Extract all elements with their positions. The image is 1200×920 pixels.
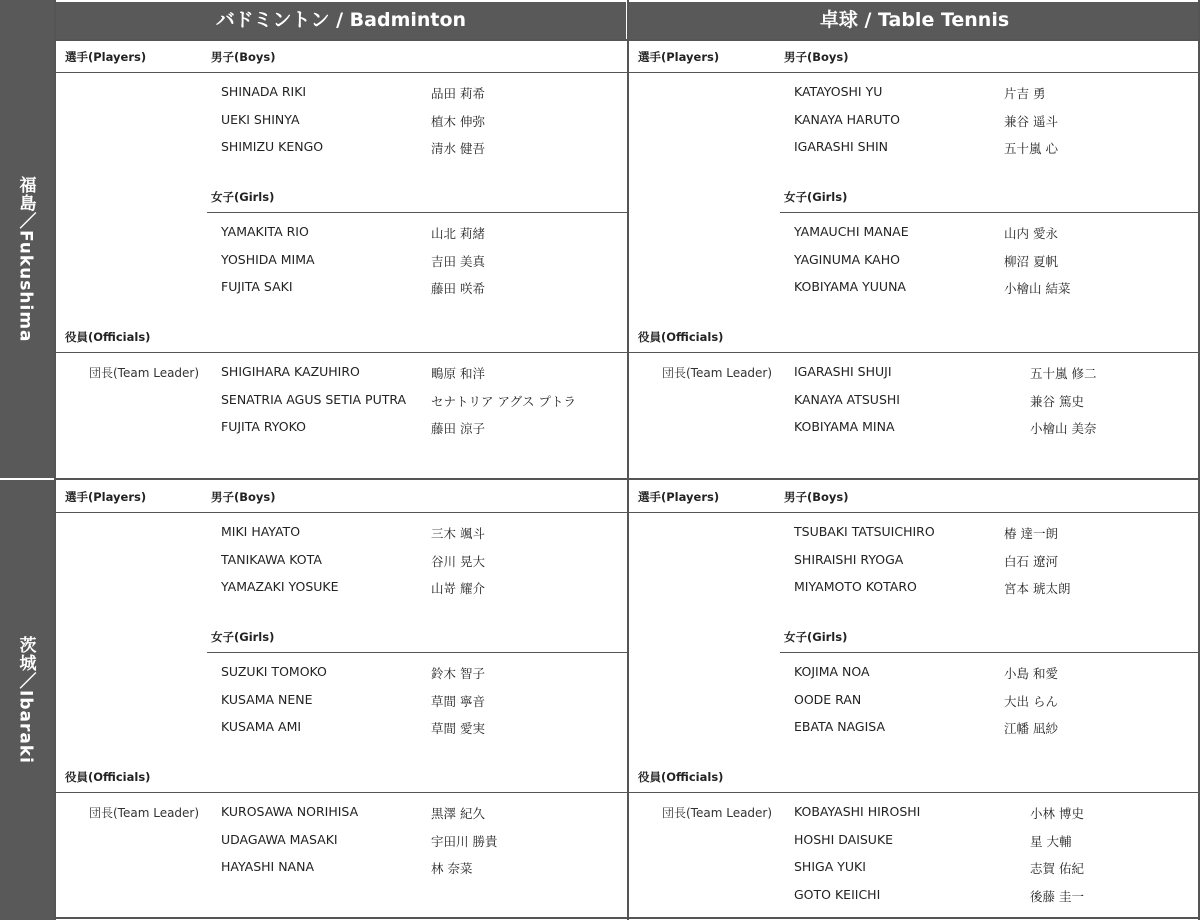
player-name: KOBIYAMA YUUNA (794, 279, 906, 294)
official-name: KOBAYASHI HIROSHI (794, 804, 921, 819)
player-name: UEKI SHINYA (221, 112, 300, 127)
row-divider (207, 652, 627, 653)
prefecture-ibaraki: 茨城／Ibaraki (15, 636, 36, 764)
grid-line (54, 39, 1200, 41)
row-divider (56, 512, 627, 513)
players-label: 選手(Players) (65, 490, 147, 504)
row-divider (629, 512, 1198, 513)
player-name-jp: 五十嵐 心 (1004, 141, 1058, 156)
player-name-jp: 山嵜 耀介 (431, 581, 485, 596)
player-name: YAMAZAKI YOSUKE (221, 579, 339, 594)
official-name: GOTO KEIICHI (794, 887, 881, 902)
player-name: SHINADA RIKI (221, 84, 307, 99)
officials-label: 役員(Officials) (638, 330, 724, 344)
players-label: 選手(Players) (638, 490, 720, 504)
girls-label: 女子(Girls) (211, 630, 275, 644)
official-name-jp: 星 大輔 (1030, 834, 1072, 849)
team-leader-label: 団長(Team Leader) (662, 366, 773, 380)
player-name-jp: 片吉 勇 (1004, 86, 1046, 101)
player-name: KANAYA HARUTO (794, 112, 900, 127)
boys-label: 男子(Boys) (211, 490, 276, 504)
player-name-jp: 宮本 琥太朗 (1004, 581, 1071, 596)
row-divider (56, 352, 627, 353)
team-leader-label: 団長(Team Leader) (89, 806, 200, 820)
player-name: IGARASHI SHIN (794, 139, 889, 154)
header-table-tennis: 卓球 / Table Tennis (629, 2, 1200, 39)
player-name-jp: 草間 寧音 (431, 694, 485, 709)
player-name: FUJITA SAKI (221, 279, 293, 294)
row-divider (629, 792, 1198, 793)
player-name-jp: 小檜山 結菜 (1004, 281, 1071, 296)
player-name-jp: 藤田 咲希 (431, 281, 485, 296)
player-name-jp: 鈴木 智子 (431, 666, 485, 681)
player-name: SHIRAISHI RYOGA (794, 552, 904, 567)
player-name: EBATA NAGISA (794, 719, 886, 734)
team-leader-label: 団長(Team Leader) (89, 366, 200, 380)
official-name: IGARASHI SHUJI (794, 364, 892, 379)
girls-label: 女子(Girls) (784, 630, 848, 644)
official-name: HOSHI DAISUKE (794, 832, 894, 847)
official-name-jp: 小林 博史 (1030, 806, 1084, 821)
prefecture-fukushima: 福島／Fukushima (15, 175, 36, 343)
official-name: SENATRIA AGUS SETIA PUTRA (221, 392, 407, 407)
official-name: SHIGIHARA KAZUHIRO (221, 364, 360, 379)
officials-label: 役員(Officials) (65, 770, 151, 784)
player-name: MIYAMOTO KOTARO (794, 579, 917, 594)
official-name-jp: 黒澤 紀久 (431, 806, 485, 821)
official-name: HAYASHI NANA (221, 859, 314, 874)
player-name: YAMAKITA RIO (221, 224, 309, 239)
official-name-jp: セナトリア アグス プトラ (431, 394, 576, 409)
official-name-jp: 兼谷 篤史 (1030, 394, 1084, 409)
player-name-jp: 兼谷 遥斗 (1004, 114, 1058, 129)
player-name-jp: 江幡 凪紗 (1004, 721, 1058, 736)
player-name: KUSAMA NENE (221, 692, 313, 707)
player-name-jp: 椿 達一朗 (1004, 526, 1058, 541)
girls-label: 女子(Girls) (784, 190, 848, 204)
row-divider (56, 72, 627, 73)
player-name: TSUBAKI TATSUICHIRO (794, 524, 935, 539)
player-name-jp: 山北 莉緒 (431, 226, 485, 241)
girls-label: 女子(Girls) (211, 190, 275, 204)
player-name-jp: 三木 颯斗 (431, 526, 485, 541)
player-name: OODE RAN (794, 692, 862, 707)
row-divider (780, 212, 1198, 213)
player-name: YOSHIDA MIMA (221, 252, 315, 267)
officials-label: 役員(Officials) (65, 330, 151, 344)
player-name: KUSAMA AMI (221, 719, 302, 734)
official-name-jp: 藤田 涼子 (431, 421, 485, 436)
row-divider (56, 792, 627, 793)
player-name-jp: 柳沼 夏帆 (1004, 254, 1058, 269)
player-name-jp: 清水 健吾 (431, 141, 485, 156)
players-label: 選手(Players) (65, 50, 147, 64)
player-name: YAMAUCHI MANAE (794, 224, 909, 239)
official-name-jp: 小檜山 美奈 (1030, 421, 1097, 436)
boys-label: 男子(Boys) (211, 50, 276, 64)
header-badminton: バドミントン / Badminton (56, 2, 626, 39)
row-divider (629, 72, 1198, 73)
player-name: TANIKAWA KOTA (221, 552, 322, 567)
player-name: MIKI HAYATO (221, 524, 301, 539)
official-name-jp: 後藤 圭一 (1030, 889, 1084, 904)
grid-line (54, 917, 1200, 919)
official-name-jp: 五十嵐 修二 (1030, 366, 1097, 381)
player-name: SHIMIZU KENGO (221, 139, 324, 154)
player-name-jp: 小島 和愛 (1004, 666, 1058, 681)
player-name: KOJIMA NOA (794, 664, 870, 679)
player-name-jp: 白石 遼河 (1004, 554, 1058, 569)
official-name: FUJITA RYOKO (221, 419, 306, 434)
players-label: 選手(Players) (638, 50, 720, 64)
official-name-jp: 鴫原 和洋 (431, 366, 485, 381)
official-name-jp: 志賀 佑紀 (1030, 861, 1084, 876)
official-name: UDAGAWA MASAKI (221, 832, 338, 847)
official-name-jp: 林 奈菜 (431, 861, 473, 876)
player-name-jp: 山内 愛永 (1004, 226, 1058, 241)
player-name-jp: 谷川 晃大 (431, 554, 485, 569)
player-name: SUZUKI TOMOKO (221, 664, 327, 679)
official-name: KOBIYAMA MINA (794, 419, 895, 434)
boys-label: 男子(Boys) (784, 50, 849, 64)
player-name: KATAYOSHI YU (794, 84, 883, 99)
official-name: KUROSAWA NORIHISA (221, 804, 359, 819)
player-name-jp: 吉田 美真 (431, 254, 485, 269)
grid-line (54, 0, 56, 920)
corner-cell (0, 0, 54, 40)
row-divider (207, 212, 627, 213)
grid-line (627, 0, 629, 920)
official-name: SHIGA YUKI (794, 859, 866, 874)
boys-label: 男子(Boys) (784, 490, 849, 504)
row-divider (629, 352, 1198, 353)
player-name-jp: 大出 らん (1004, 694, 1058, 709)
team-leader-label: 団長(Team Leader) (662, 806, 773, 820)
officials-label: 役員(Officials) (638, 770, 724, 784)
official-name: KANAYA ATSUSHI (794, 392, 900, 407)
grid-line (54, 478, 1200, 480)
player-name-jp: 品田 莉希 (431, 86, 485, 101)
player-name: YAGINUMA KAHO (794, 252, 900, 267)
official-name-jp: 宇田川 勝貴 (431, 834, 498, 849)
row-divider (780, 652, 1198, 653)
player-name-jp: 植木 伸弥 (431, 114, 485, 129)
player-name-jp: 草間 愛実 (431, 721, 485, 736)
